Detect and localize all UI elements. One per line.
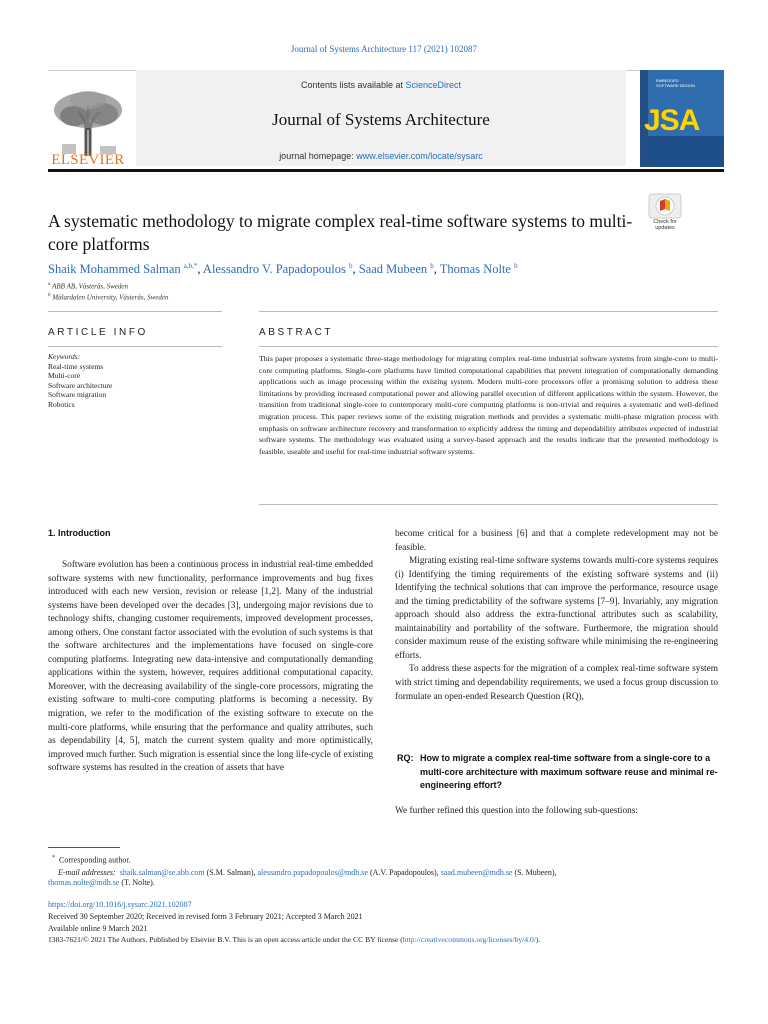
abstract-heading: ABSTRACT	[259, 327, 334, 338]
cover-abbreviation: JSA	[644, 104, 700, 137]
affiliation: $^b$ Mälardalen University, Västerås, Sweden	[48, 293, 169, 302]
divider	[48, 311, 222, 312]
abstract-text: This paper proposes a systematic three-stage methodology for migrating complex real-time industrial software systems from single-core to multi-core computing platforms. Single-core platforms have limited computational capabilities that prevent integration of computationally demanding applications such as image processing within the existing system. Modern multi-core processors offer a promising solution to address these limitations by providing increased computational power and allowing parallel execution of different applications within the system. However, the transition from traditional single-core to contemporary multi-core computing platforms is non-trivial and requires a systematic and well-defined migration process. This paper reviews some of the existing migration methods and provides a systematic multi-phase migration process with emphasis on software architecture recovery and transformation to explicitly address the timing and dependability attributes expected of industrial software systems. The methodology was evaluated using a survey-based approach and the results indicate that the presented methodology is feasible, useable and useful for real-time industrial software systems.	[259, 354, 718, 456]
paragraph: Software evolution has been a continuous process in industrial real-time embedded software systems with new functionality, performance improvements and bug fixes introduced with each new version, revision or release [1,2]. Many of the industrial systems have been developed over the decades [3], undergoing major revisions due to technology shifts, changing customer requirements, improved development processes, among others. One constant factor associated with the evolution of such systems is that the software architectures and the implementations have focused on single-core computing platforms. Integrating new data-intensive and computationally demanding applications within the system, however, requires additional computational capacity. Moreover, with the decreasing availability of the single-core processors, migrating the existing software to multi-core computing platforms is becoming a necessity. By migration, we refer to the modification of the existing software to execute on the multi-core platforms, while ensuring that the performance and quality attributes, such as dependability [4, 5], match the current system quality and more optimistically, improved much further. Such migration is essential since the long life-cycle of existing software systems has resulted in the creation of assets that have	[48, 560, 373, 774]
divider	[259, 504, 718, 505]
author-link[interactable]: Thomas Nolte $^b$	[439, 262, 518, 277]
email-addresses: E-mail addresses: shaik.salman@se.abb.com (S.M. Salman), alessandro.papadopoulos@mdh.se (A.V. Papadopoulos), saad.mubeen@mdh.se (S. Mubeen),	[58, 868, 557, 878]
author-list: Shaik Mohammed Salman $^{a,b,*}$, Alessandro V. Papadopoulos $^b$, Saad Mubeen $^b$, Thomas Nolte $^b$	[48, 262, 518, 277]
keyword: Multi-core	[48, 371, 81, 380]
email-link[interactable]: saad.mubeen@mdh.se	[440, 868, 513, 878]
keyword: Real-time systems	[48, 361, 104, 371]
paragraph: Migrating existing real-time software systems towards multi-core systems requires (i) Identifying the timing requirements of the existing software systems and (ii) Identifying the technical solutions that can improve the performance, resource usage and the timing predictability of the software systems [7–9]. Invariably, any migration approach should also address the extra-functional attributes such as scalability, maintainability and portability of the software. Furthermore, the migration should consider maximum reuse of the existing software while minimising the re-engineering efforts.	[395, 556, 718, 661]
intro-left-column	[48, 559, 373, 776]
rq-label: RQ:	[397, 753, 414, 763]
license-line: 1383-7621/© 2021 The Authors. Published by Elsevier B.V. This is an open access article under the CC BY license (http://creativecommons.org/licenses/by/4.0/).	[48, 935, 541, 944]
keywords-block	[48, 352, 222, 409]
author-link[interactable]: Shaik Mohammed Salman $^{a,b,*}$	[48, 262, 198, 277]
journal-cover-thumbnail[interactable]	[640, 70, 724, 167]
footnote-cont: thomas.nolte@mdh.se (T. Nolte).	[48, 878, 155, 887]
received-dates: Received 30 September 2020; Received in revised form 3 February 2021; Accepted 3 March 2021	[48, 912, 363, 921]
divider	[259, 311, 718, 312]
footnote	[52, 852, 718, 880]
license-link[interactable]: http://creativecommons.org/licenses/by/4.0/	[402, 935, 536, 944]
doi-link[interactable]: https://doi.org/10.1016/j.sysarc.2021.102087	[48, 900, 192, 909]
masthead-bottom-rule	[48, 169, 724, 172]
email-link[interactable]: shaik.salman@se.abb.com	[119, 868, 205, 878]
article-title: A systematic methodology to migrate complex real-time software systems to multi-core platforms	[48, 211, 633, 254]
author-link[interactable]: Saad Mubeen $^b$	[358, 262, 434, 277]
author-link[interactable]: Alessandro V. Papadopoulos $^b$	[202, 262, 353, 277]
email-link[interactable]: thomas.nolte@mdh.se	[48, 878, 120, 887]
keyword: Robotics	[48, 399, 75, 409]
email-link[interactable]: alessandro.papadopoulos@mdh.se	[257, 868, 368, 878]
publisher-wordmark: ELSEVIER	[51, 152, 125, 168]
keywords-label: Keywords:	[48, 352, 81, 361]
sciencedirect-link[interactable]: ScienceDirect	[405, 80, 462, 90]
corresponding-author-note: * Corresponding author.	[52, 855, 131, 865]
paragraph: become critical for a business [6] and that a complete redevelopment may not be feasible.	[395, 529, 718, 553]
journal-title: Journal of Systems Architecture	[272, 110, 490, 129]
intro-right-column	[395, 528, 718, 704]
cover-subtitle: EMBEDDED SOFTWARE DESIGN	[656, 78, 695, 88]
article-info-heading: ARTICLE INFO	[48, 327, 148, 338]
paragraph: We further refined this question into the following sub-questions:	[395, 806, 638, 816]
journal-homepage: journal homepage: www.elsevier.com/locate/sysarc	[279, 151, 483, 161]
intro-right-column-end	[395, 805, 718, 819]
paragraph: To address these aspects for the migration of a complex real-time software system with strict timing and dependability requirements, we used a focus group discussion to formulate an open-ended Research Question (RQ),	[395, 664, 718, 702]
divider	[48, 346, 222, 347]
journal-homepage-link[interactable]: www.elsevier.com/locate/sysarc	[356, 151, 483, 161]
rq-text: How to migrate a complex real-time software from a single-core to a multi-core architecture with maximum software reuse and minimal re-engineering effort?	[420, 753, 718, 790]
badge-text: Check for updates	[653, 219, 677, 231]
journal-reference-link[interactable]: Journal of Systems Architecture 117 (2021) 102087	[290, 44, 478, 54]
divider	[259, 346, 718, 347]
available-online: Available online 9 March 2021	[48, 924, 148, 933]
affiliation: $^a$ ABB AB, Västerås, Sweden	[48, 282, 129, 291]
journal-masthead	[48, 70, 724, 172]
footnote-rule	[48, 847, 120, 848]
contents-availability: Contents lists available at ScienceDirect	[300, 80, 462, 90]
research-question	[397, 752, 718, 793]
keyword: Software architecture	[48, 380, 113, 390]
keyword: Software migration	[48, 390, 107, 399]
section-heading: 1. Introduction	[48, 528, 111, 538]
check-for-updates-badge[interactable]	[648, 193, 682, 233]
check-updates-icon	[648, 193, 682, 219]
